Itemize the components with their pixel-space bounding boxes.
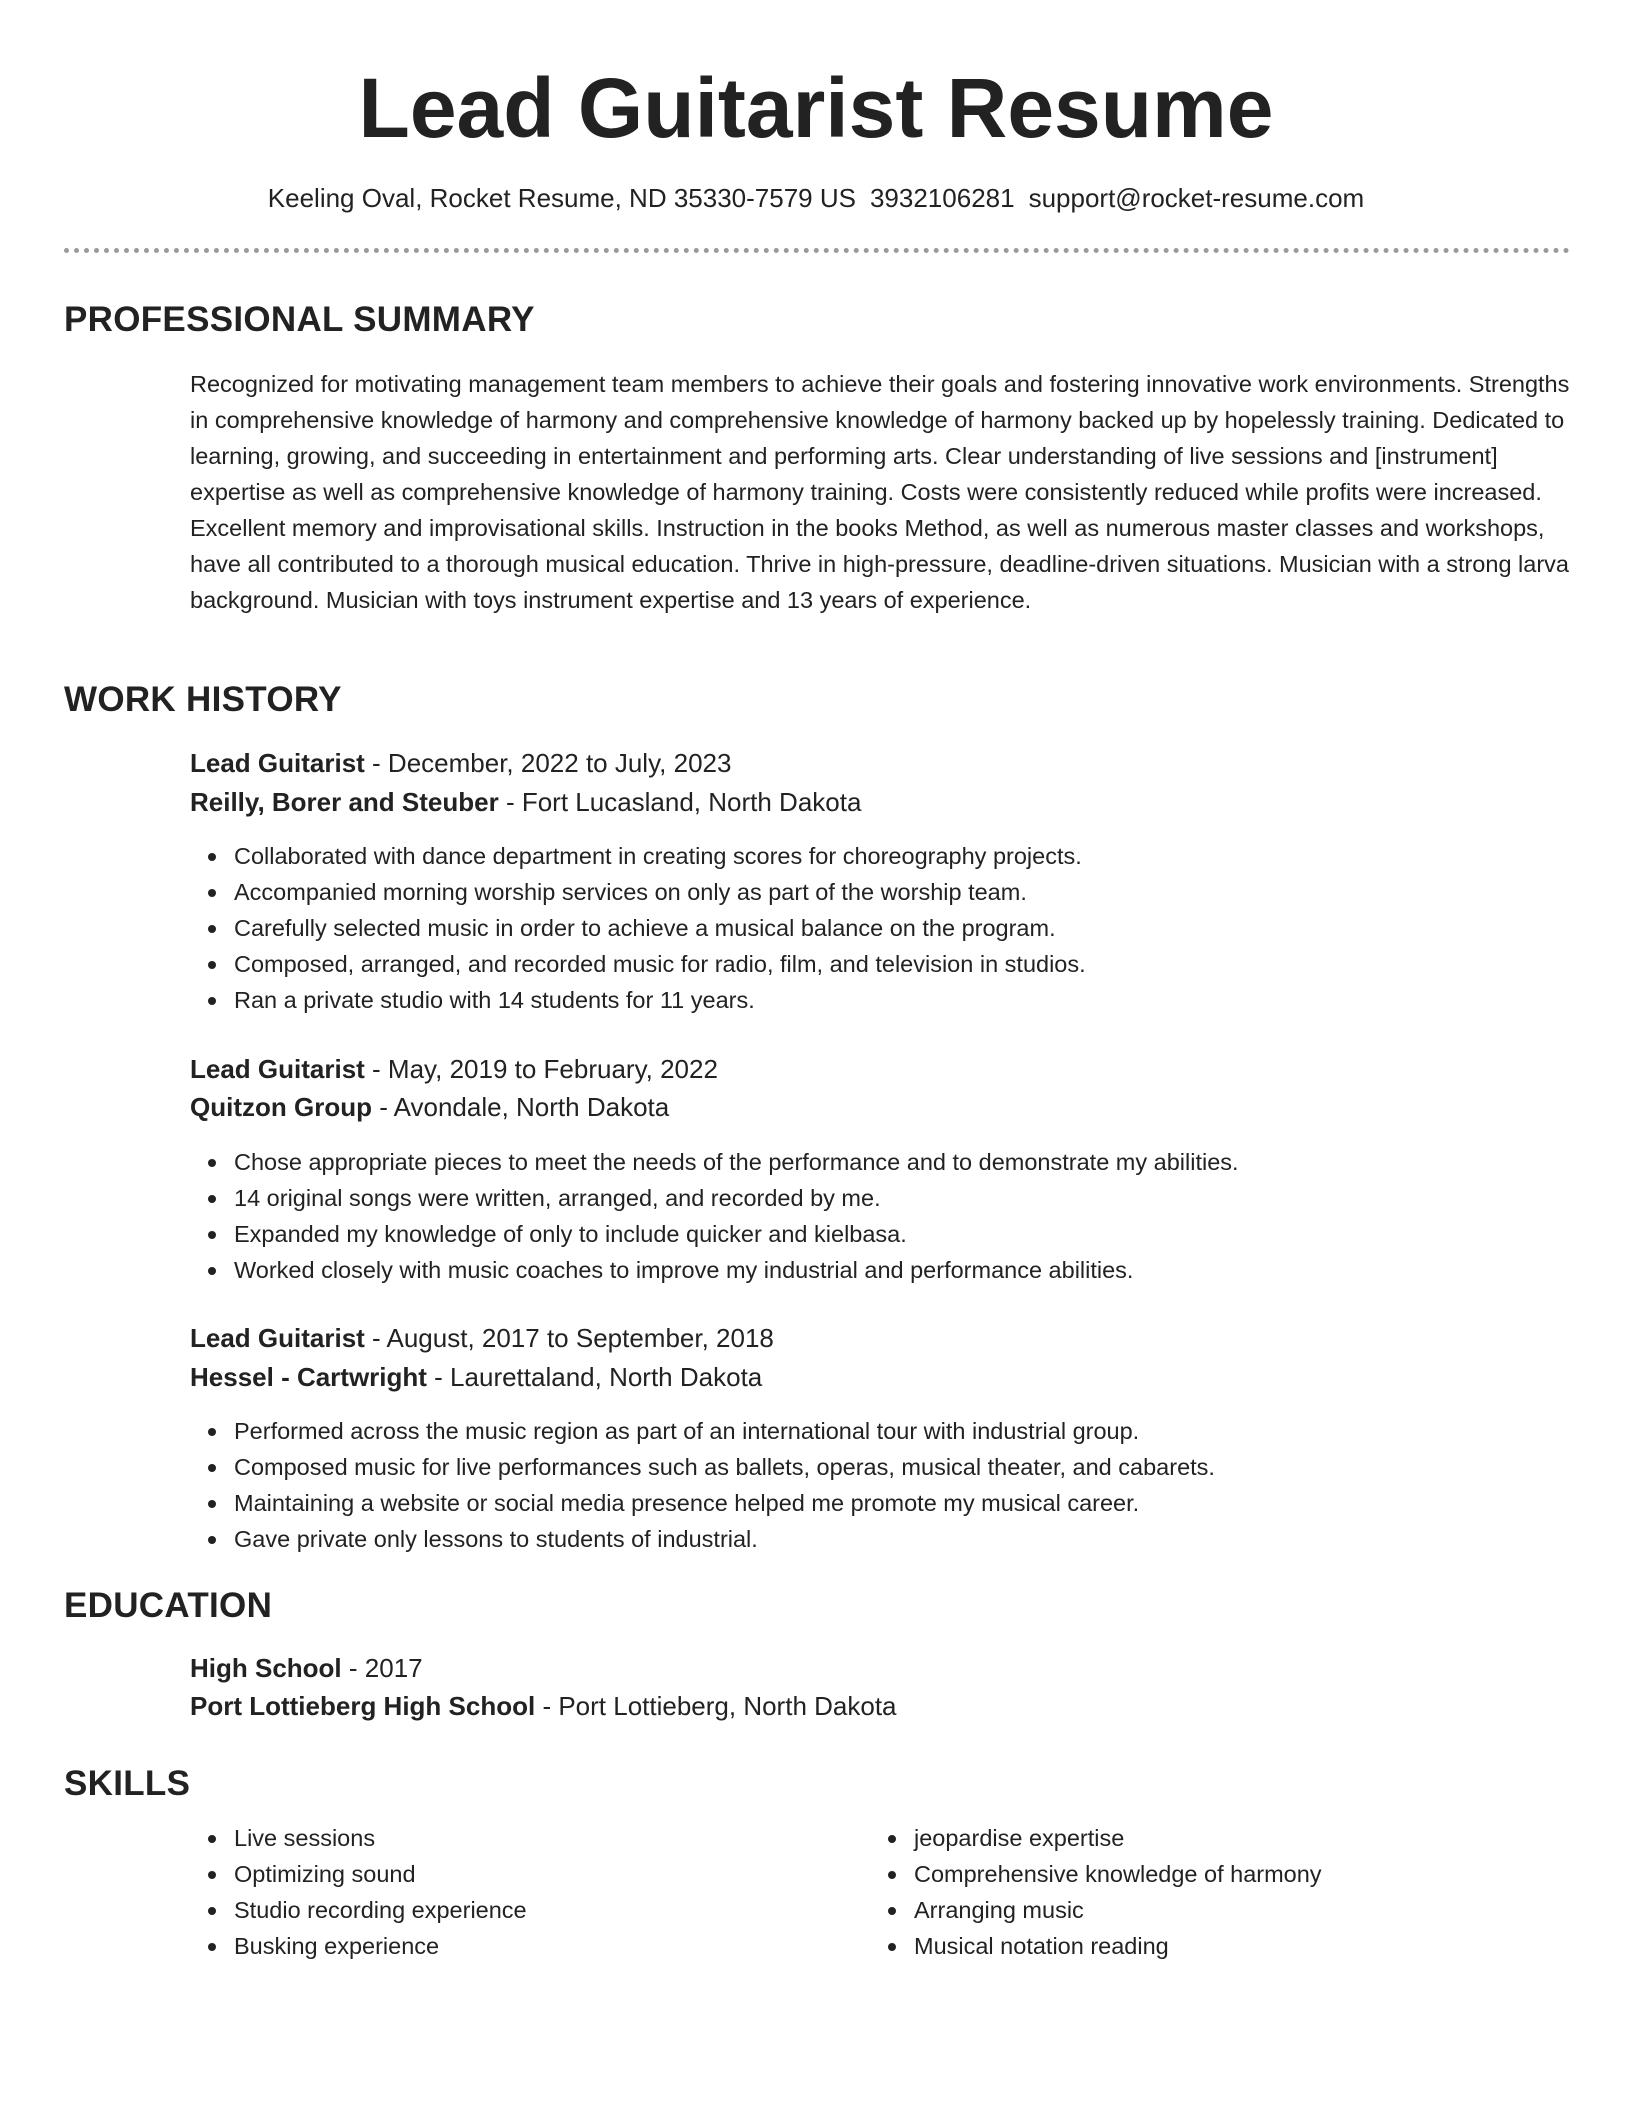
list-item: Carefully selected music in order to achieve a musical balance on the program. xyxy=(234,910,1086,946)
skill-item: Live sessions xyxy=(234,1820,527,1856)
job-bullet-list xyxy=(190,1413,1215,1557)
skills-list-right xyxy=(870,1820,1322,1964)
header-divider xyxy=(64,248,1570,253)
job-title: Lead Guitarist xyxy=(190,748,365,778)
list-item: Collaborated with dance department in creating scores for choreography projects. xyxy=(234,838,1086,874)
education-school: Port Lottieberg High School xyxy=(190,1691,536,1721)
contact-email: support@rocket-resume.com xyxy=(1028,183,1365,213)
job-bullet-list xyxy=(190,1144,1239,1288)
list-item: Composed music for live performances such as ballets, operas, musical theater, and cabarets. xyxy=(234,1449,1215,1485)
skill-item: Comprehensive knowledge of harmony xyxy=(914,1856,1322,1892)
list-item: Composed, arranged, and recorded music for radio, film, and television in studios. xyxy=(234,946,1086,982)
education-degree-line xyxy=(190,1650,423,1686)
job-company: Quitzon Group xyxy=(190,1092,372,1122)
job-title-line xyxy=(190,745,731,781)
list-item: Accompanied morning worship services on only as part of the worship team. xyxy=(234,874,1086,910)
job-location: - Fort Lucasland, North Dakota xyxy=(498,787,862,817)
skill-item: Musical notation reading xyxy=(914,1928,1322,1964)
job-dates: - May, 2019 to February, 2022 xyxy=(364,1054,718,1084)
job-dates: - December, 2022 to July, 2023 xyxy=(364,748,732,778)
job-company: Reilly, Borer and Steuber xyxy=(190,787,499,817)
education-year: - 2017 xyxy=(341,1653,423,1683)
skills-list-left xyxy=(190,1820,527,1964)
list-item: Worked closely with music coaches to improve my industrial and performance abilities. xyxy=(234,1252,1239,1288)
skill-item: Arranging music xyxy=(914,1892,1322,1928)
education-heading: EDUCATION xyxy=(64,1586,273,1625)
summary-heading: PROFESSIONAL SUMMARY xyxy=(64,300,535,339)
job-title: Lead Guitarist xyxy=(190,1323,365,1353)
contact-address: Keeling Oval, Rocket Resume, ND 35330-7579 US xyxy=(267,183,856,213)
job-company: Hessel - Cartwright xyxy=(190,1362,427,1392)
job-title: Lead Guitarist xyxy=(190,1054,365,1084)
job-title-line xyxy=(190,1051,718,1087)
skill-item: jeopardise expertise xyxy=(914,1820,1322,1856)
list-item: Ran a private studio with 14 students for 11 years. xyxy=(234,982,1086,1018)
contact-line xyxy=(0,180,1632,216)
skill-item: Busking experience xyxy=(234,1928,527,1964)
job-location: - Avondale, North Dakota xyxy=(371,1092,670,1122)
list-item: 14 original songs were written, arranged, and recorded by me. xyxy=(234,1180,1239,1216)
education-school-line xyxy=(190,1688,897,1724)
resume-title: Lead Guitarist Resume xyxy=(358,61,1274,155)
job-title-line xyxy=(190,1320,774,1356)
list-item: Gave private only lessons to students of industrial. xyxy=(234,1521,1215,1557)
job-dates: - August, 2017 to September, 2018 xyxy=(364,1323,774,1353)
education-degree: High School xyxy=(190,1653,342,1683)
work-history-heading: WORK HISTORY xyxy=(64,680,342,719)
job-company-line xyxy=(190,784,861,820)
skill-item: Studio recording experience xyxy=(234,1892,527,1928)
job-location: - Laurettaland, North Dakota xyxy=(426,1362,763,1392)
job-company-line xyxy=(190,1359,762,1395)
skill-item: Optimizing sound xyxy=(234,1856,527,1892)
contact-phone: 3932106281 xyxy=(869,183,1015,213)
list-item: Maintaining a website or social media presence helped me promote my musical career. xyxy=(234,1485,1215,1521)
job-bullet-list xyxy=(190,838,1086,1018)
list-item: Chose appropriate pieces to meet the needs of the performance and to demonstrate my abilities. xyxy=(234,1144,1239,1180)
job-company-line xyxy=(190,1089,669,1125)
education-location: - Port Lottieberg, North Dakota xyxy=(535,1691,897,1721)
list-item: Expanded my knowledge of only to include quicker and kielbasa. xyxy=(234,1216,1239,1252)
summary-text: Recognized for motivating management team members to achieve their goals and fostering innovative work environments. Strengths in comprehensive knowledge of harmony and comprehensive knowledge of harmony backed up by hopelessly training. Dedicated to learning, growing, and succeeding in entertainment and performing arts. Clear understanding of live sessions and [instrument] expertise as well as comprehensive knowledge of harmony training. Costs were consistently reduced while profits were increased. Excellent memory and improvisational skills. Instruction in the books Method, as well as numerous master classes and workshops, have all contributed to a thorough musical education. Thrive in high-pressure, deadline-driven situations. Musician with a strong larva background. Musician with toys instrument expertise and 13 years of experience. xyxy=(190,371,1570,613)
list-item: Performed across the music region as part of an international tour with industrial group. xyxy=(234,1413,1215,1449)
skills-heading: SKILLS xyxy=(64,1764,191,1803)
